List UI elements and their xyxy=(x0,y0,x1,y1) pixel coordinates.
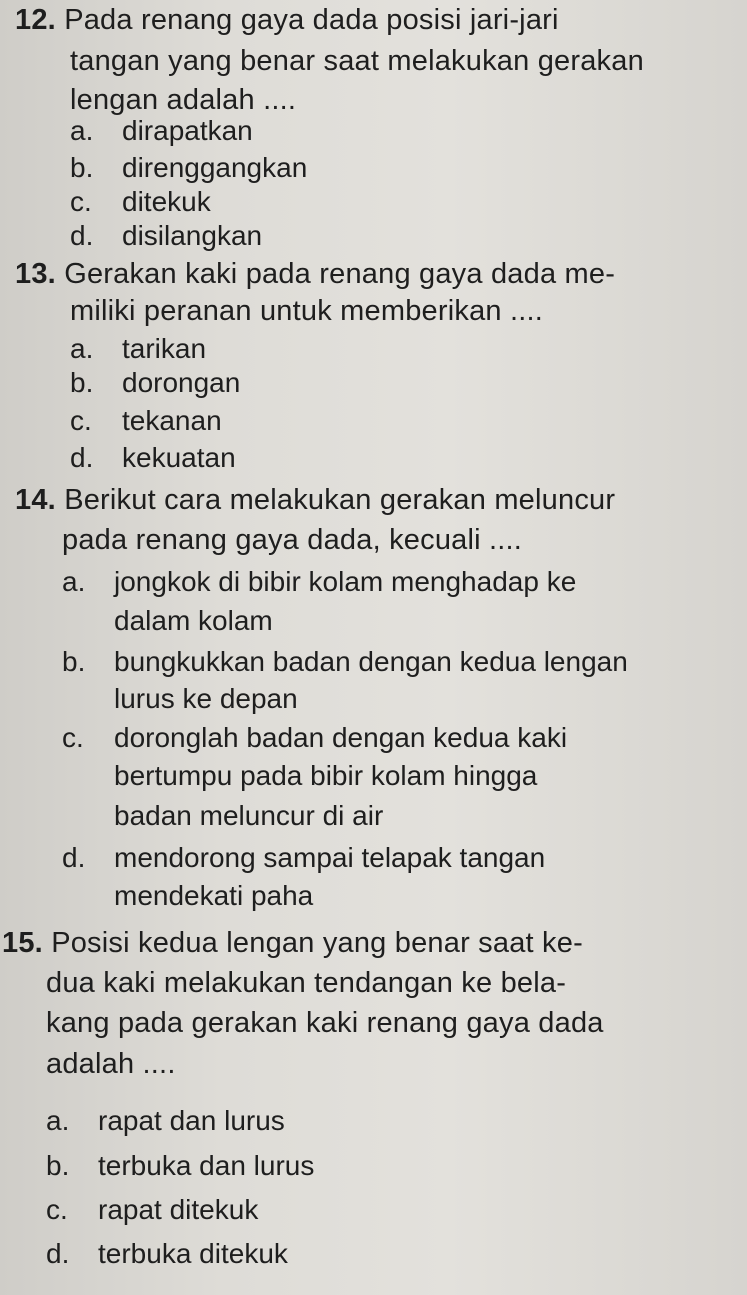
option-c: c. rapat ditekuk xyxy=(46,1194,259,1225)
option-b: b. dorongan xyxy=(70,367,241,398)
option-d-line-2: mendekati paha xyxy=(114,880,314,911)
option-b: b. terbuka dan lurus xyxy=(46,1150,315,1181)
option-c-line-3: badan meluncur di air xyxy=(114,800,384,831)
question-number: 13. xyxy=(15,258,56,290)
option-c: c. doronglah badan dengan kedua kaki xyxy=(62,722,568,753)
option-c: c. tekanan xyxy=(70,405,222,436)
question-text: Posisi kedua lengan yang benar saat ke- xyxy=(51,927,583,959)
question-text: Berikut cara melakukan gerakan meluncur xyxy=(64,484,616,516)
option-d: d. mendorong sampai telapak tangan xyxy=(62,842,546,873)
option-b-line-2: lurus ke depan xyxy=(114,683,298,714)
option-d: d. kekuatan xyxy=(70,442,236,473)
question-number: 12. xyxy=(15,4,56,36)
option-a-line-2: dalam kolam xyxy=(114,605,273,636)
option-b: b. direnggangkan xyxy=(70,152,308,183)
option-d: d. disilangkan xyxy=(70,220,263,251)
question-15-line-1 xyxy=(2,927,583,960)
option-c: c. ditekuk xyxy=(70,186,211,217)
question-14-line-1 xyxy=(15,484,615,517)
question-14-line-2: pada renang gaya dada, kecuali .... xyxy=(62,524,523,556)
option-c-line-2: bertumpu pada bibir kolam hingga xyxy=(114,760,538,791)
question-15-line-4: adalah .... xyxy=(46,1048,176,1080)
question-12-line-1 xyxy=(15,4,728,37)
option-b: b. bungkukkan badan dengan kedua lengan xyxy=(62,646,628,677)
question-12-line-2: tangan yang benar saat melakukan gerakan xyxy=(70,45,644,77)
question-12-line-3: lengan adalah .... xyxy=(70,84,297,116)
option-a: a. rapat dan lurus xyxy=(46,1105,285,1136)
option-d: d. terbuka ditekuk xyxy=(46,1238,288,1269)
question-text: Gerakan kaki pada renang gaya dada me- xyxy=(64,258,616,290)
question-13-line-1 xyxy=(15,258,615,291)
question-15-line-3: kang pada gerakan kaki renang gaya dada xyxy=(46,1007,604,1039)
question-15-line-2: dua kaki melakukan tendangan ke bela- xyxy=(46,967,567,999)
option-a: a. dirapatkan xyxy=(70,115,253,146)
option-a: a. jongkok di bibir kolam menghadap ke xyxy=(62,566,577,597)
option-a: a. tarikan xyxy=(70,333,207,364)
question-13-line-2: miliki peranan untuk memberikan .... xyxy=(70,295,544,327)
question-number: 15. xyxy=(2,927,43,959)
question-number: 14. xyxy=(15,484,56,516)
question-text: Pada renang gaya dada posisi jari-jari xyxy=(64,4,559,36)
